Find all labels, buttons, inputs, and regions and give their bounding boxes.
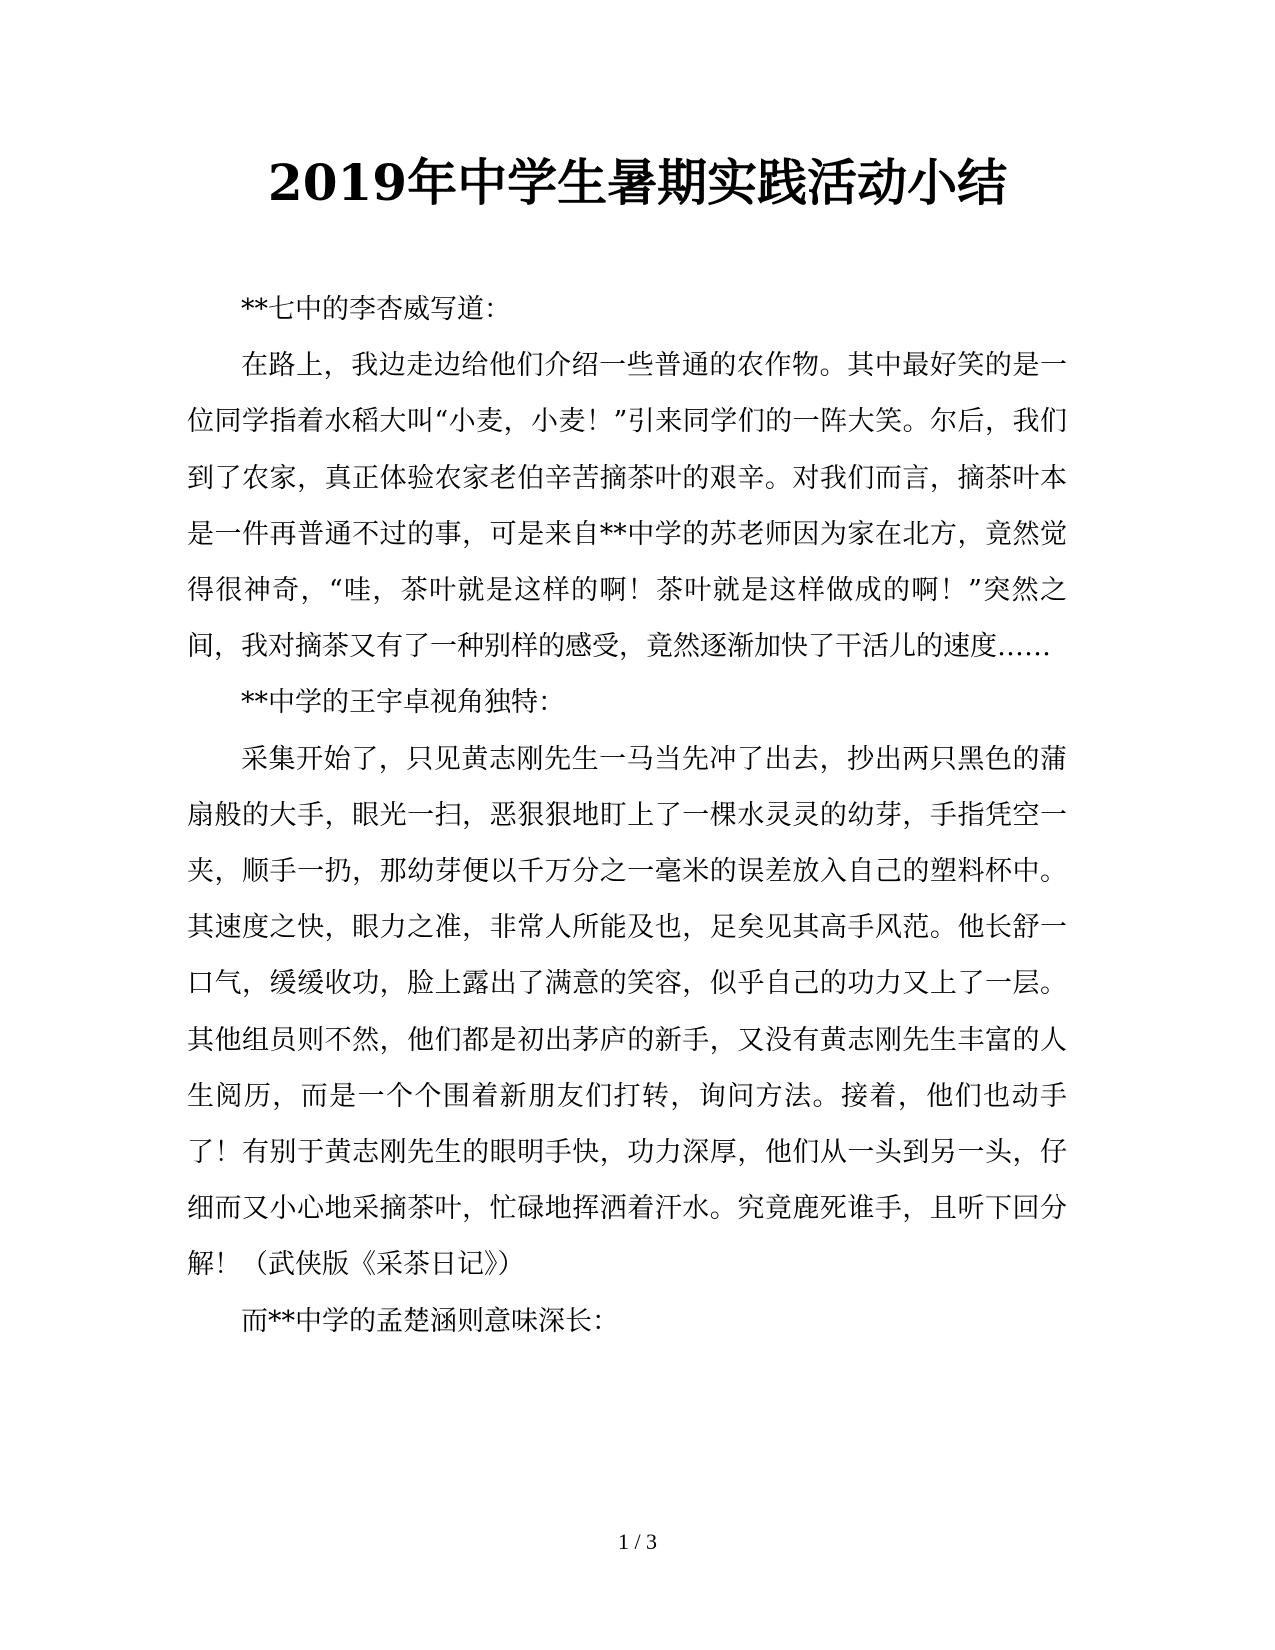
paragraph: **中学的王宇卓视角独特： — [241, 687, 565, 719]
document-body — [187, 282, 1067, 1350]
page-number: 1 / 3 — [617, 1529, 658, 1554]
paragraph: 采集开始了，只见黄志刚先生一马当先冲了出去，抄出两只黑色的蒲扇般的大手，眼光一扫，恶狠狠地盯上了一棵水灵灵的幼芽，手指凭空一夹，顺手一扔，那幼芽便以千万分之一毫米的误差放入自己的塑料杯中。其速度之快，眼力之准，非常人所能及也，足矣见其高手风范。他长舒一口气，缓缓收功，脸上露出了满意的笑容，似乎自己的功力又上了一层。其他组员则不然，他们都是初出茅庐的新手，又没有黄志刚先生丰富的人生阅历，而是一个个围着新朋友们打转，询问方法。接着，他们也动手了！有别于黄志刚先生的眼明手快，功力深厚，他们从一头到另一头，仔细而又小心地采摘茶叶，忙碌地挥洒着汗水。究竟鹿死谁手，且听下回分解！（武侠版《采茶日记》） — [187, 743, 1067, 1281]
paragraph: 而**中学的孟楚涵则意味深长： — [241, 1305, 619, 1337]
paragraph: 在路上，我边走边给他们介绍一些普通的农作物。其中最好笑的是一位同学指着水稻大叫“小麦，小麦！”引来同学们的一阵大笑。尔后，我们到了农家，真正体验农家老伯辛苦摘茶叶的艰辛。对我们而言，摘茶叶本是一件再普通不过的事，可是来自**中学的苏老师因为家在北方，竟然觉得很神奇，“哇，茶叶就是这样的啊！茶叶就是这样做成的啊！”突然之间，我对摘茶又有了一种别样的感受，竟然逐渐加快了干活儿的速度…… — [187, 350, 1067, 663]
paragraph: **七中的李杏威写道： — [241, 294, 511, 325]
document-title: 2019年中学生暑期实践活动小结 — [267, 153, 1008, 212]
